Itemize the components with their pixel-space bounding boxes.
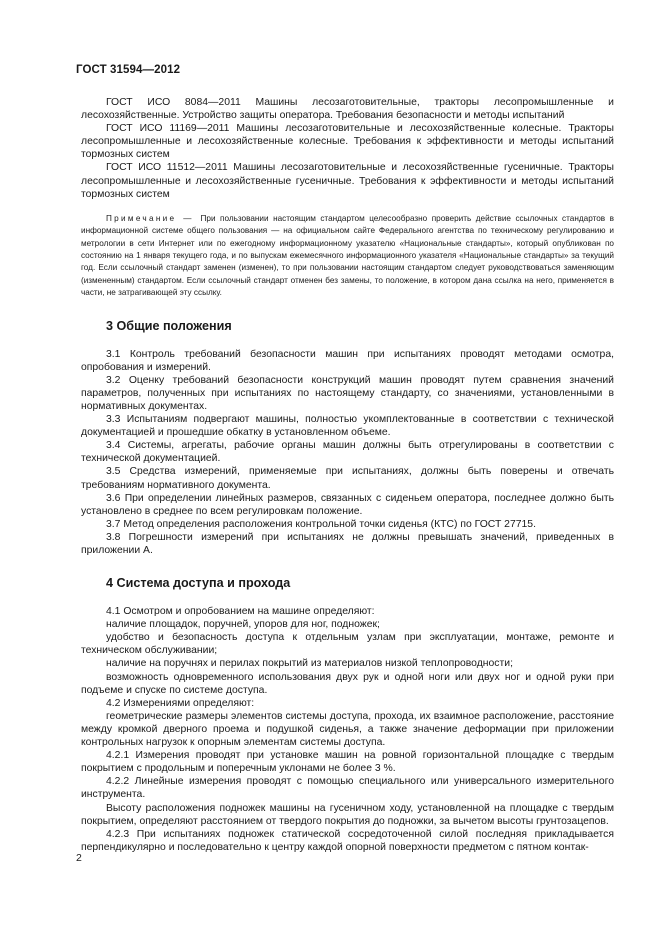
note-label: Примечание — [106,213,201,223]
references-note [81,213,614,300]
section-4-heading: 4 Система доступа и прохода [106,576,291,591]
clause-3-2: 3.2 Оценку требований безопасности конструкций машин проводят путем сравнения значений параметров, полученных при испытаниях по настоящему стандарту, со значениями, установленными в нормативных документах. [81,374,614,412]
clause-4-2-item: геометрические размеры элементов системы доступа, прохода, их взаимное расположение, расстояние между кромкой дверного проема и подушкой сиденья, а также значение деформации при приложении контрольных нагрузок к опорным элементам системы доступа. [81,710,614,749]
clause-3-3: 3.3 Испытаниям подвергают машины, полностью укомплектованные в соответствии с технической документацией и прошедшие обкатку в установленном объеме. [81,414,614,439]
clause-4-2-3: 4.2.3 При испытаниях подножек статической сосредоточенной силой последняя прикладывается перпендикулярно и последовательно к центру каждой опорной поверхности предметом с пятном контак- [81,828,614,853]
clause-3-6: 3.6 При определении линейных размеров, связанных с сиденьем оператора, последнее должно быть установлено в среднее по всем регулировкам положение. [81,492,614,517]
clause-4-2: 4.2 Измерениями определяют: [106,697,255,709]
clause-4-1-item: наличие площадок, поручней, упоров для ног, подножек; [106,619,380,631]
section-3-heading: 3 Общие положения [106,318,232,333]
reference-gost-11169: ГОСТ ИСО 11169—2011 Машины лесозаготовительные и лесохозяйственные колесные. Тракторы лесопромышленные и лесохозяйственные колесные. Требования к эффективности и методы испытаний тормозных систем [81,123,614,161]
page-number: 2 [76,852,82,864]
page-content [81,96,614,854]
document-code-header: ГОСТ 31594—2012 [76,64,181,76]
clause-4-2-1: 4.2.1 Измерения проводят при установке машин на ровной горизонтальной площадке с твердым покрытием с продольным и поперечным уклонами не более 3 %. [81,750,614,775]
clause-4-2-2-cont: Высоту расположения подножек машины на гусеничном ходу, установленной на площадке с твердым покрытием, определяют расстоянием от твердого покрытия до подножки, за вычетом высоты грунтозацепов. [81,802,614,827]
reference-gost-8084: ГОСТ ИСО 8084—2011 Машины лесозаготовительные, тракторы лесопромышленные и лесохозяйственные. Устройство защиты оператора. Требования безопасности и методы испытаний [81,97,614,122]
clause-3-7: 3.7 Метод определения расположения контрольной точки сиденья (КТС) по ГОСТ 27715. [106,518,536,530]
clause-4-2-2: 4.2.2 Линейные измерения проводят с помощью специального или универсального измерительного инструмента. [81,776,614,801]
clause-3-8: 3.8 Погрешности измерений при испытаниях не должны превышать значений, приведенных в приложении А. [81,531,614,556]
clause-4-1: 4.1 Осмотром и опробованием на машине определяют: [106,606,375,618]
clause-4-1-item: возможность одновременного использования двух рук и одной ноги или двух ног и одной руки при подъеме и спуске по системе доступа. [81,671,614,696]
clause-3-4: 3.4 Системы, агрегаты, рабочие органы машин должны быть отрегулированы в соответствии с технической документацией. [81,440,614,465]
clause-3-5: 3.5 Средства измерений, применяемые при испытаниях, должны быть поверены и отвечать требованиям нормативного документа. [81,466,614,491]
clause-4-1-item: наличие на поручнях и перилах покрытий из материалов низкой теплопроводности; [106,658,513,670]
note-text: При пользовании настоящим стандартом целесообразно проверить действие ссылочных стандартов в информационной системе общего пользования — на официальном сайте Федерального агентства по техническому регулированию и метрологии в сети Интернет или по ежегодному информационному указателю «Национальные стандарты», который опубликован по состоянию на 1 января текущего года, и по выпускам ежемесячного информационного указателя «Национальные стандарты» за текущий год. Если ссылочный стандарт заменен (изменен), то при пользовании настоящим стандартом следует руководствоваться заменяющим (измененным) стандартом. Если ссылочный стандарт отменен без замены, то положение, в котором дана ссылка на него, применяется в части, не затрагивающей эту ссылку. [81,213,615,298]
reference-gost-11512: ГОСТ ИСО 11512—2011 Машины лесозаготовительные и лесохозяйственные гусеничные. Тракторы лесопромышленные и лесохозяйственные гусеничные. Требования к эффективности и методы испытаний тормозных систем [81,162,614,200]
clause-4-1-item: удобство и безопасность доступа к отдельным узлам при эксплуатации, монтаже, ремонте и техническом обслуживании; [81,632,614,657]
clause-3-1: 3.1 Контроль требований безопасности машин при испытаниях проводят методами осмотра, опробования и измерений. [81,348,614,373]
